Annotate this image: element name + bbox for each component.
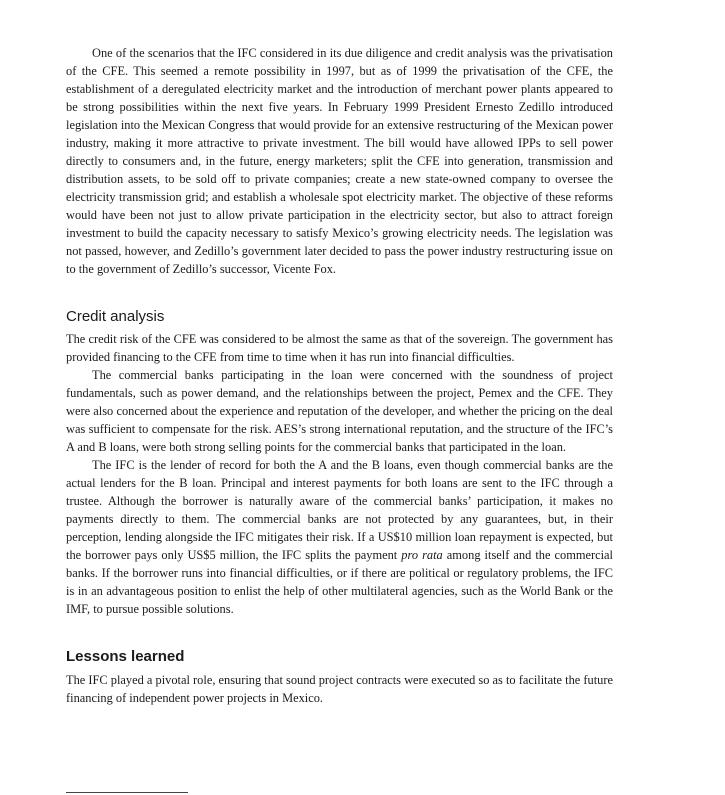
credit-paragraph-3-part-2: among itself and the commercial banks. If the borrower runs into financial difficulties, or if there are political or regulatory problems, the IFC is in an advantageous position to enlist the help of other multilateral agencies, such as the World Bank or the IMF, to pursue possible solutions. [66,548,613,616]
lessons-paragraph: The IFC played a pivotal role, ensuring that sound project contracts were executed so as to facilitate the future financing of independent power projects in Mexico. [66,673,613,705]
privatisation-paragraph: One of the scenarios that the IFC considered in its due diligence and credit analysis was the privatisation of the CFE. This seemed a remote possibility in 1997, but as of 1999 the privatisation of the CFE, the establishment of a deregulated electricity market and the introduction of merchant power plants appeared to be strong possibilities within the next five years. In February 1999 President Ernesto Zedillo introduced legislation into the Mexican Congress that would provide for an extensive restructuring of the Mexican power industry, making it more attractive to private investment. The bill would have allowed IPPs to sell power directly to consumers and, in the future, energy marketers; split the CFE into generation, transmission and distribution assets, to be sold off to private companies; create a new state-owned company to oversee the electricity transmission grid; and establish a wholesale spot electricity market. The objective of these reforms would have been not just to allow private participation in the electricity sector, but also to attract foreign investment to build the capacity necessary to satisfy Mexico’s growing electricity needs. The legislation was not passed, however, and Zedillo’s government later decided to pass the power industry restructuring issue on to the government of Zedillo’s successor, Vicente Fox. [66,46,613,276]
credit-paragraph-2: The commercial banks participating in the loan were concerned with the soundness of project fundamentals, such as power demand, and the relationships between the project, Pemex and the CFE. They were also concerned about the experience and reputation of the developer, and whether the pricing on the deal was sufficient to compensate for the risk. AES’s strong international reputation, and the structure of the IFC’s A and B loans, were both strong selling points for the commercial banks that participated in the loan. [66,368,613,454]
lessons-learned-heading: Lessons learned [66,648,185,665]
credit-paragraph-3 [66,456,613,618]
credit-analysis-heading: Credit analysis [66,308,165,325]
pro-rata-italic: pro rata [401,548,443,562]
credit-paragraph-3-part-1: The IFC is the lender of record for both the A and the B loans, even though commercial banks are the actual lenders for the B loan. Principal and interest payments for both loans are sent to the IFC through a trustee. Although the borrower is naturally aware of the commercial banks’ participation, it makes no payments directly to them. The commercial banks are not protected by any guarantees, but, in their perception, lending alongside the IFC mitigates their risk. If a US$10 million loan repayment is expected, but the borrower pays only US$5 million, the IFC splits the payment [66,458,613,562]
footnote-divider [66,792,188,793]
document-page [66,44,613,707]
credit-paragraph-1: The credit risk of the CFE was considered to be almost the same as that of the sovereign. The government has provided financing to the CFE from time to time when it has run into financial difficulties. [66,332,613,364]
